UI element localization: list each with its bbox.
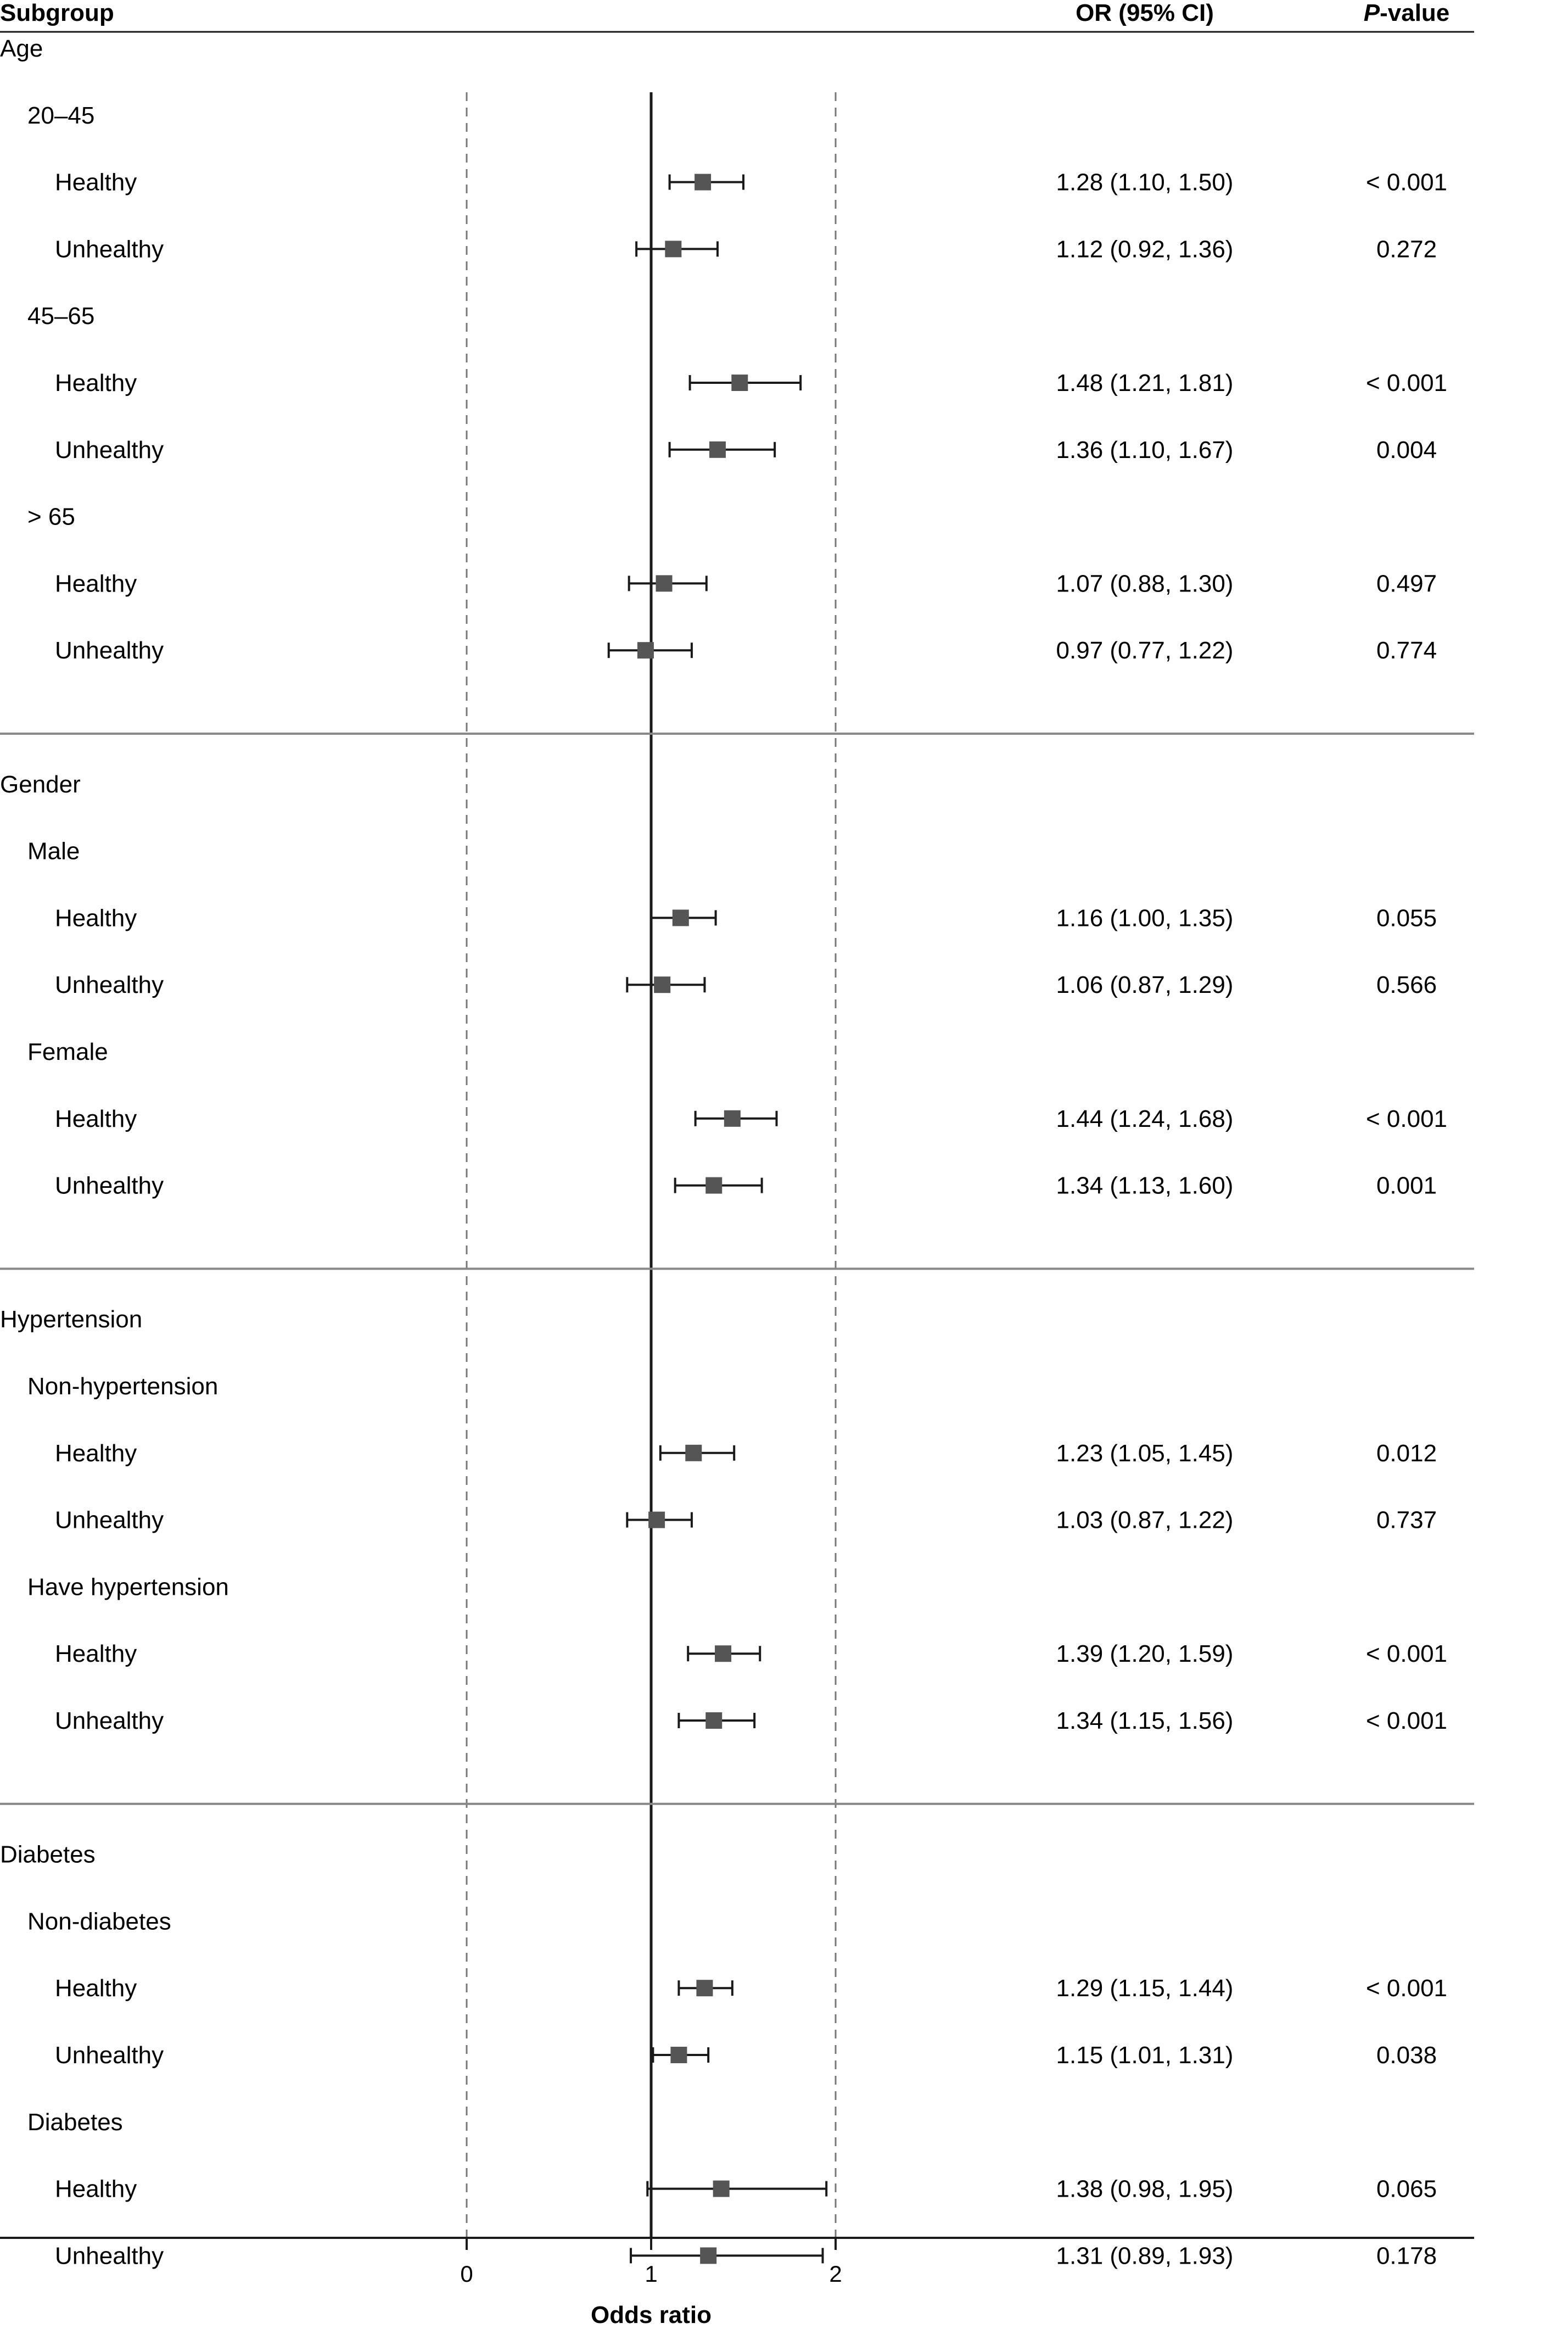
x-axis-ticks (460, 2238, 842, 2287)
p-value-header (1364, 0, 1450, 26)
or-ci-text: 1.38 (0.98, 1.95) (1056, 2175, 1234, 2203)
row-label: Healthy (55, 370, 137, 396)
or-point (665, 241, 681, 257)
or-ci-text: 1.36 (1.10, 1.67) (1056, 436, 1234, 463)
p-value-text: 0.497 (1376, 570, 1437, 597)
row-label: Unhealthy (55, 971, 164, 999)
p-value-text: 0.178 (1376, 2242, 1437, 2270)
or-point (696, 1980, 713, 1996)
or-point (724, 1110, 741, 1127)
subgroup-header: Subgroup (0, 0, 114, 26)
x-axis-label: Odds ratio (590, 2302, 712, 2328)
p-value-text: 0.055 (1376, 904, 1437, 932)
row-label: Unhealthy (55, 2242, 164, 2270)
row-label: Unhealthy (55, 1707, 164, 1734)
group-label: Age (0, 35, 43, 62)
subgroup-label: 20–45 (27, 102, 95, 129)
or-ci-text: 1.39 (1.20, 1.59) (1056, 1640, 1234, 1668)
subgroup-label: 45–65 (27, 303, 95, 330)
subgroup-label: Diabetes (27, 2108, 123, 2136)
p-value-text: 0.012 (1376, 1439, 1437, 1467)
row-label: Healthy (55, 169, 137, 196)
or-ci-text: 1.12 (0.92, 1.36) (1056, 236, 1234, 263)
or-ci-text: 1.48 (1.21, 1.81) (1056, 370, 1234, 396)
or-point (656, 575, 673, 591)
p-value-text: < 0.001 (1365, 169, 1448, 196)
p-value-text: < 0.001 (1365, 1105, 1448, 1132)
row-label: Healthy (55, 1975, 137, 2002)
or-ci-text: 1.06 (0.87, 1.29) (1056, 971, 1234, 999)
row-label: Healthy (55, 570, 137, 597)
row-label: Healthy (55, 2175, 137, 2203)
row-label: Healthy (55, 1105, 137, 1132)
row-label: Unhealthy (55, 637, 164, 664)
or-point (654, 976, 670, 993)
or-ci-header: OR (95% CI) (1076, 0, 1214, 26)
or-point (715, 1645, 731, 1662)
or-ci-text: 1.34 (1.15, 1.56) (1056, 1707, 1234, 1734)
or-point (670, 2047, 687, 2063)
row-label: Unhealthy (55, 2042, 164, 2069)
row-label: Healthy (55, 1640, 137, 1668)
or-ci-text: 1.44 (1.24, 1.68) (1056, 1105, 1234, 1132)
p-value-text: < 0.001 (1365, 1640, 1448, 1668)
or-ci-text: 0.97 (0.77, 1.22) (1056, 637, 1234, 664)
p-value-text: < 0.001 (1365, 370, 1448, 396)
p-value-text: 0.566 (1376, 971, 1437, 999)
row-label: Healthy (55, 904, 137, 932)
or-ci-text: 1.23 (1.05, 1.45) (1056, 1439, 1234, 1467)
row-label: Unhealthy (55, 1506, 164, 1534)
or-ci-text: 1.16 (1.00, 1.35) (1056, 904, 1234, 932)
or-ci-text: 1.03 (0.87, 1.22) (1056, 1506, 1234, 1534)
row-label: Unhealthy (55, 236, 164, 263)
row-label: Unhealthy (55, 1172, 164, 1199)
p-value-text: 0.737 (1376, 1506, 1437, 1534)
or-point (705, 1177, 722, 1194)
group-label: Hypertension (0, 1306, 143, 1333)
subgroup-label: Male (27, 837, 80, 865)
or-point (705, 1712, 722, 1729)
p-value-text: 0.272 (1376, 236, 1437, 263)
p-value-text: 0.774 (1376, 637, 1437, 664)
or-ci-text: 1.31 (0.89, 1.93) (1056, 2242, 1234, 2270)
or-point (695, 174, 711, 191)
subgroup-label: Female (27, 1038, 108, 1065)
or-point (731, 375, 748, 391)
subgroup-label: Non-diabetes (27, 1908, 171, 1935)
row-label: Healthy (55, 1439, 137, 1467)
group-label: Diabetes (0, 1841, 96, 1868)
or-point (637, 642, 654, 658)
row-label: Unhealthy (55, 436, 164, 463)
group-label: Gender (0, 770, 81, 798)
subgroup-label: Non-hypertension (27, 1373, 219, 1400)
p-value-header-p: P (1363, 0, 1380, 26)
p-value-text: < 0.001 (1365, 1707, 1448, 1734)
or-ci-text: 1.15 (1.01, 1.31) (1056, 2042, 1234, 2069)
or-ci-text: 1.28 (1.10, 1.50) (1056, 169, 1234, 196)
or-ci-text: 1.07 (0.88, 1.30) (1056, 570, 1234, 597)
or-point (673, 909, 689, 926)
or-point (709, 442, 726, 458)
p-value-text: 0.001 (1376, 1172, 1437, 1199)
or-point (700, 2247, 716, 2264)
p-value-text: < 0.001 (1365, 1975, 1448, 2002)
or-point (685, 1445, 702, 1461)
subgroup-label: > 65 (27, 503, 75, 530)
p-value-text: 0.038 (1376, 2042, 1437, 2069)
or-ci-text: 1.34 (1.13, 1.60) (1056, 1172, 1234, 1199)
subgroup-label: Have hypertension (27, 1573, 229, 1601)
or-ci-text: 1.29 (1.15, 1.44) (1056, 1975, 1234, 2002)
or-point (648, 1512, 665, 1528)
x-tick-label: 0 (460, 2261, 473, 2287)
x-tick-label: 2 (829, 2261, 842, 2287)
subgroup-rows (0, 35, 1474, 2269)
or-point (713, 2181, 730, 2197)
reference-lines (467, 92, 836, 2238)
p-value-header-suffix: -value (1380, 0, 1450, 26)
p-value-text: 0.004 (1376, 436, 1437, 463)
p-value-text: 0.065 (1376, 2175, 1437, 2203)
x-tick-label: 1 (645, 2261, 658, 2287)
